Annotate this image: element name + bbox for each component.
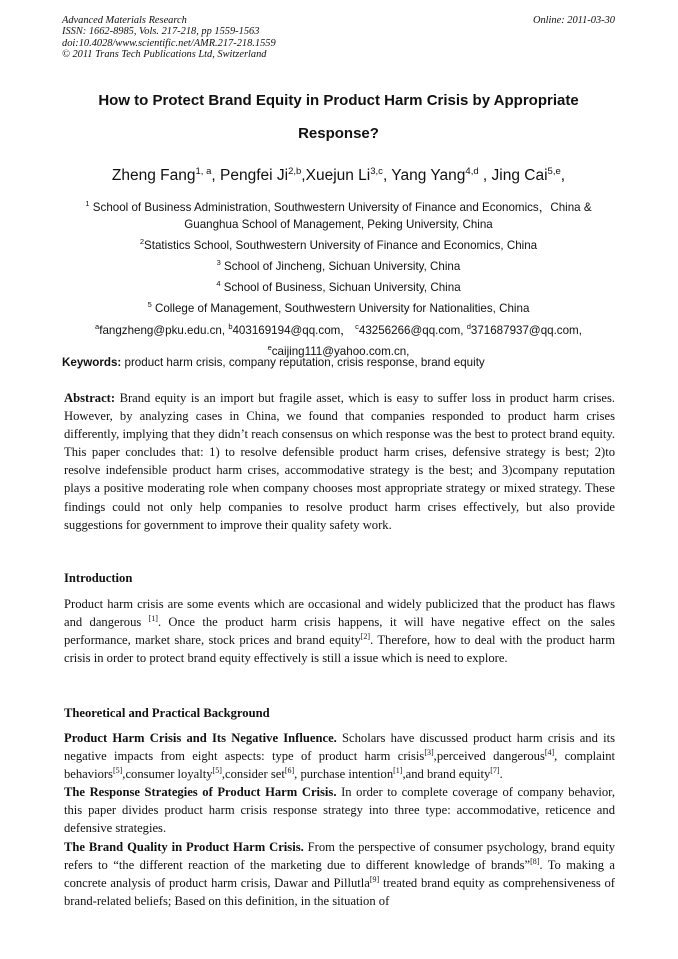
email-c[interactable]: 43256266@qq.com, xyxy=(358,323,467,337)
body-text: treated brand equity as comprehensiveness of brand-related beliefs; Based on this definition, in the situation of xyxy=(64,875,615,908)
citation-ref[interactable]: [1] xyxy=(393,766,403,775)
citation-ref[interactable]: [4] xyxy=(544,747,555,757)
author-sup: 2,b xyxy=(288,166,302,177)
body-text: ,and brand equity xyxy=(402,767,491,782)
body-text: From the perspective of consumer psychology, brand equity refers to “the different reaction of the marketing due to different knowledge of brands” xyxy=(64,839,615,872)
affiliation-sup: 5 xyxy=(147,300,152,310)
affiliation-5 xyxy=(62,296,615,317)
citation-ref[interactable]: [6] xyxy=(284,766,295,775)
email-line-1 xyxy=(62,318,615,339)
affiliation-sup: 4 xyxy=(216,279,221,289)
subsection-harm-crisis xyxy=(64,729,615,783)
author-sup: 5,e xyxy=(547,166,561,177)
abstract-label: Abstract: xyxy=(64,391,116,405)
section-heading-introduction: Introduction xyxy=(64,571,133,585)
body-text: ,consider set xyxy=(221,767,285,782)
affiliation-3 xyxy=(62,254,615,275)
author-name: Yang Yang xyxy=(391,167,466,185)
intro-text: . Therefore, how to deal with the product harm crisis in order to protect brand equity effectively is still a issue which is need to explore. xyxy=(64,633,615,666)
affiliation-text: College of Management, Southwestern University for Nationalities, China xyxy=(151,302,530,316)
body-text: , purchase intention xyxy=(294,767,394,782)
email-sup: a xyxy=(95,321,100,331)
keywords-label: Keywords: xyxy=(62,356,122,369)
abstract xyxy=(64,389,615,534)
intro-text: Product harm crisis are some events which are occasional and widely publicized that the product has flaws and dangerous xyxy=(64,597,615,630)
author-sep: , xyxy=(560,167,566,185)
author-name: Xuejun Li xyxy=(305,167,371,185)
body-text: . xyxy=(499,767,503,782)
affiliation-sup: 1 xyxy=(85,199,90,208)
body-text: Scholars have discussed product harm crisis and its negative impacts from eight aspects: type of product harm crisis xyxy=(64,731,615,764)
affiliation-text: School of Business, Sichuan University, China xyxy=(220,281,461,295)
email-e[interactable]: caijing111@yahoo.com.cn, xyxy=(271,344,410,358)
author-sup: 4,d xyxy=(465,166,479,177)
email-sup: c xyxy=(355,321,359,331)
author-sep: , xyxy=(211,167,220,185)
body-text: ,consumer loyalty xyxy=(122,767,213,782)
citation-ref[interactable]: [5] xyxy=(212,766,222,775)
keywords xyxy=(62,356,615,369)
author-name: Zheng Fang xyxy=(111,167,196,185)
body-text: . To making a concrete analysis of product harm crisis, Dawar and Pillutla xyxy=(64,857,615,890)
citation-ref[interactable]: [3] xyxy=(424,747,434,757)
online-date: Online: 2011-03-30 xyxy=(532,15,615,26)
keywords-text: product harm crisis, company reputation, crisis response, brand equity xyxy=(121,356,485,369)
abstract-text: Brand equity is an import but fragile asset, which is easy to suffer loss in product harm crises. However, by analyzing cases in China, we found that companies responded to product harm crises differently, implying that they didn’t reach consensus on which response was the best to protect brand equity. This paper concludes that: 1) to resolve defensible product harm crises, defensive strategy is best; 2)to resolve indefensible product harm crises, accommodative strategy is the best; and 3)company reputation plays a positive moderating role when company chooses most appropriate strategy or mixed strategy. These findings could not only help companies to resolve product harm crises effectively, but also provide suggestions for government to improve their quality safety work. xyxy=(64,391,615,532)
issn-line: ISSN: 1662-8985, Vols. 217-218, pp 1559-1563 xyxy=(62,26,260,38)
affiliation-4 xyxy=(62,275,615,296)
intro-text: . Once the product harm crisis happens, it will have negative effect on the sales performance, market share, stock prices and brand equity xyxy=(64,615,616,648)
subsection-lead: The Brand Quality in Product Harm Crisis. xyxy=(64,839,304,854)
citation-ref[interactable]: [2] xyxy=(360,632,371,641)
citation-ref[interactable]: [1] xyxy=(148,613,158,623)
author-sep: , xyxy=(382,167,392,185)
author-sep: , xyxy=(478,167,492,185)
journal-header xyxy=(62,15,615,61)
author-sep: , xyxy=(301,167,306,185)
affiliation-2 xyxy=(62,233,615,254)
background-paragraphs xyxy=(64,729,615,910)
doi-line: doi:10.4028/www.scientific.net/AMR.217-218.1559 xyxy=(62,37,276,49)
email-sup: b xyxy=(228,321,233,331)
copyright-line: © 2011 Trans Tech Publications Ltd, Switzerland xyxy=(62,49,267,61)
subsection-lead: The Response Strategies of Product Harm Crisis. xyxy=(64,785,337,800)
introduction-paragraph xyxy=(64,595,615,667)
section-heading-background: Theoretical and Practical Background xyxy=(64,706,270,720)
affiliation-text: School of Jincheng, Sichuan University, China xyxy=(220,260,461,274)
author-sup: 1, a xyxy=(195,166,212,177)
affiliation-text: Statistics School, Southwestern University of Finance and Economics, China xyxy=(144,239,538,253)
email-d[interactable]: 371687937@qq.com, xyxy=(470,323,582,337)
citation-ref[interactable]: [7] xyxy=(490,766,500,775)
affiliation-1 xyxy=(62,195,615,233)
author-name: Pengfei Ji xyxy=(220,167,289,185)
body-text: , complaint behaviors xyxy=(64,749,616,782)
affiliation-sup: 2 xyxy=(139,237,145,247)
citation-ref[interactable]: [8] xyxy=(530,856,540,866)
email-sup: d xyxy=(466,321,471,331)
subsection-brand-quality xyxy=(64,838,615,910)
affiliation-text: School of Business Administration, Southwestern University of Finance and Economics，China & Guanghua School of Management, Peking University, China xyxy=(89,200,592,232)
subsection-response-strategies xyxy=(64,783,615,837)
citation-ref[interactable]: [5] xyxy=(112,766,123,775)
paper-title-line-2: Response? xyxy=(298,125,379,142)
author-sup: 3,c xyxy=(370,166,383,177)
body-text: ,perceived dangerous xyxy=(433,749,545,764)
author-list xyxy=(62,166,615,185)
affiliations xyxy=(62,195,615,360)
citation-ref[interactable]: [9] xyxy=(369,874,380,884)
body-text: In order to complete coverage of company behavior, this paper divides product harm crisis response strategy into three type: accommodative, reticence and defensive strategies. xyxy=(64,785,615,836)
journal-name: Advanced Materials Research xyxy=(62,15,187,26)
affiliation-sup: 3 xyxy=(216,258,221,268)
subsection-lead: Product Harm Crisis and Its Negative Influence. xyxy=(64,731,337,745)
author-name: Jing Cai xyxy=(491,167,548,185)
email-b[interactable]: 403169194@qq.com， xyxy=(232,323,352,337)
email-a[interactable]: fangzheng@pku.edu.cn, xyxy=(99,323,229,337)
paper-title-line-1: How to Protect Brand Equity in Product Harm Crisis by Appropriate xyxy=(98,92,579,109)
email-sup: e xyxy=(267,342,272,352)
